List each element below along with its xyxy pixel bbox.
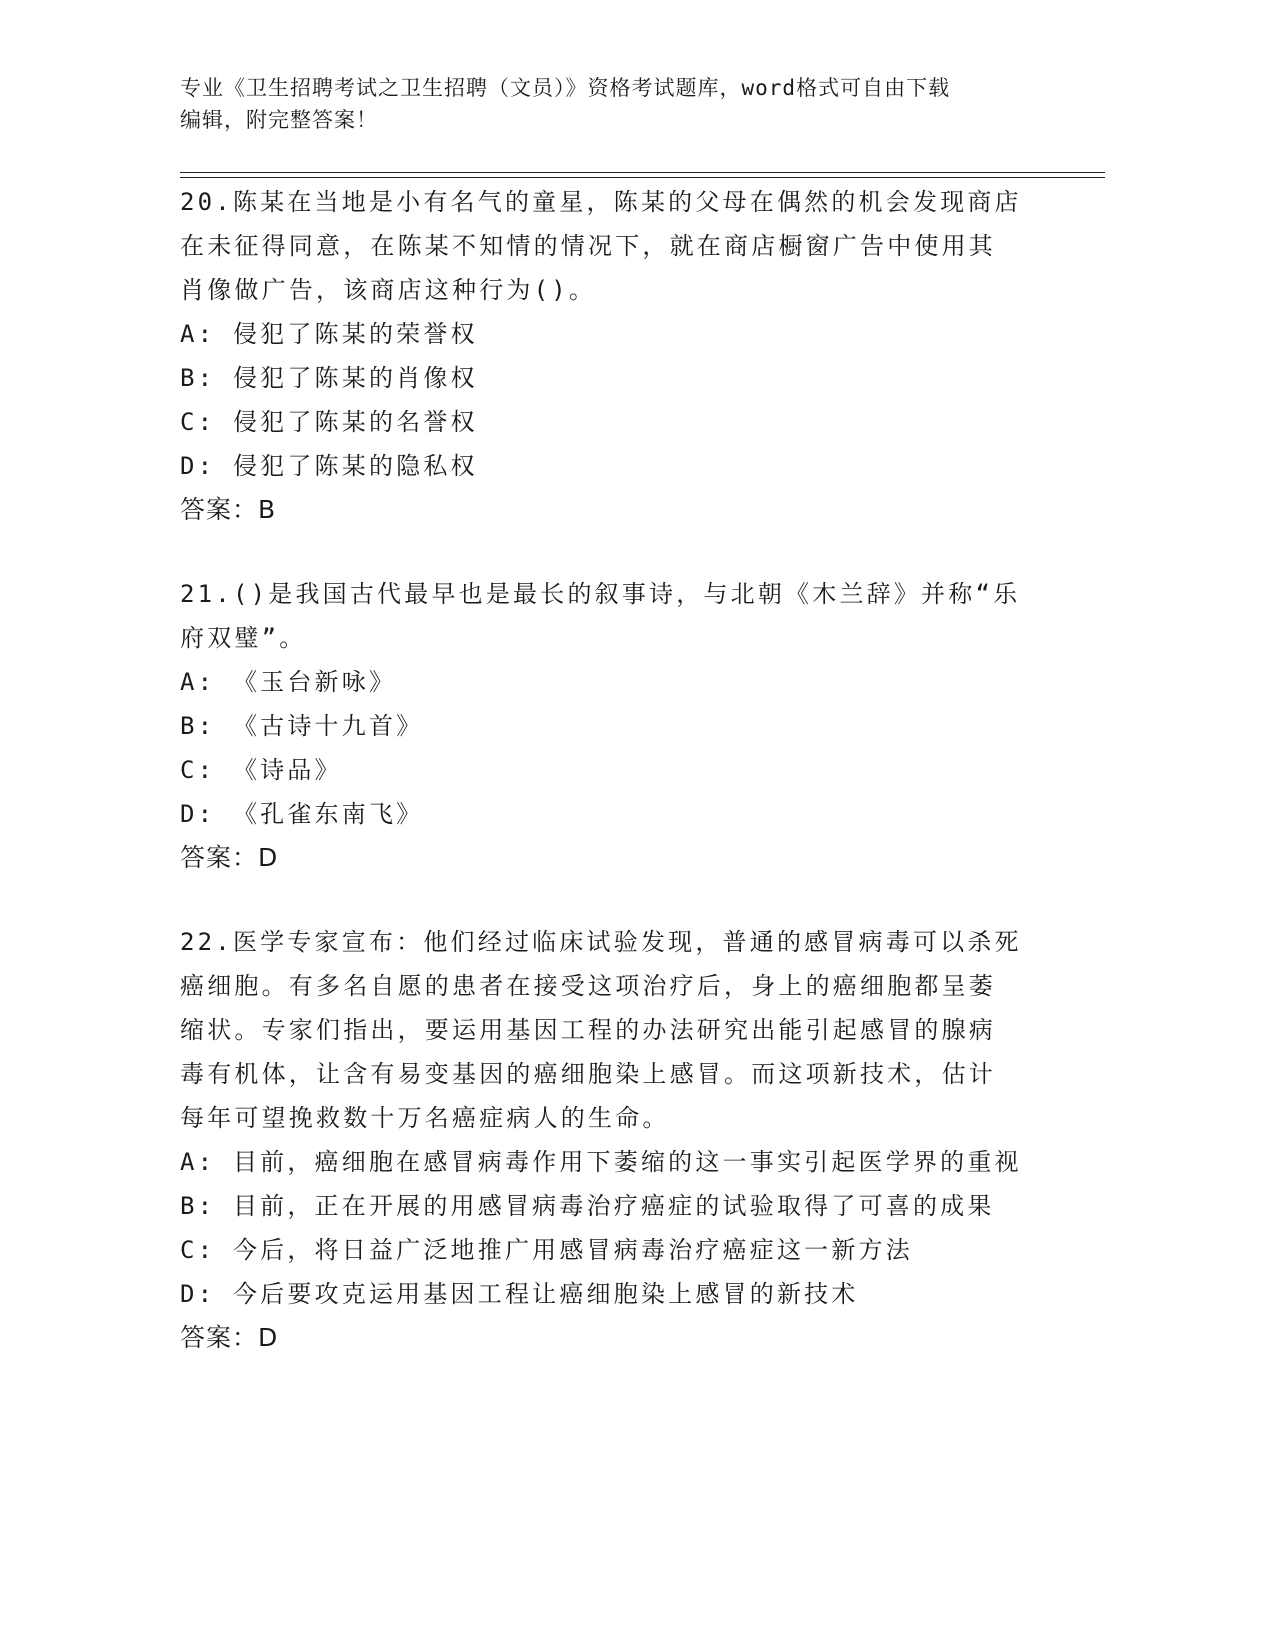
option-b: B: 侵犯了陈某的肖像权 (180, 364, 478, 392)
option-a: A: 目前，癌细胞在感冒病毒作用下萎缩的这一事实引起医学界的重视 (180, 1148, 1022, 1176)
option-a: A: 侵犯了陈某的荣誉权 (180, 320, 478, 348)
option-b: B: 目前，正在开展的用感冒病毒治疗癌症的试验取得了可喜的成果 (180, 1192, 995, 1220)
question-22 (180, 920, 1040, 1360)
answer: 答案：D (180, 843, 279, 872)
option-c: C: 《诗品》 (180, 756, 342, 784)
option-a: A: 《玉台新咏》 (180, 668, 397, 696)
question-text-line: 21.()是我国古代最早也是最长的叙事诗，与北朝《木兰辞》并称“乐 (180, 580, 1021, 608)
option-c: C: 侵犯了陈某的名誉权 (180, 408, 478, 436)
answer: 答案：B (180, 495, 277, 524)
question-text-line: 肖像做广告，该商店这种行为()。 (180, 276, 597, 304)
header-line-2: 编辑，附完整答案！ (180, 108, 378, 132)
question-text-line: 20.陈某在当地是小有名气的童星，陈某的父母在偶然的机会发现商店 (180, 188, 1022, 216)
question-text-line: 府双璧”。 (180, 624, 307, 652)
option-d: D: 今后要攻克运用基因工程让癌细胞染上感冒的新技术 (180, 1280, 859, 1308)
question-text-line: 毒有机体，让含有易变基因的癌细胞染上感冒。而这项新技术，估计 (180, 1060, 996, 1088)
answer: 答案：D (180, 1323, 279, 1352)
question-text-line: 癌细胞。有多名自愿的患者在接受这项治疗后，身上的癌细胞都呈萎 (180, 972, 996, 1000)
question-21 (180, 572, 1040, 880)
header-divider-top (180, 172, 1105, 173)
header-divider-bottom (180, 177, 1105, 178)
option-c: C: 今后，将日益广泛地推广用感冒病毒治疗癌症这一新方法 (180, 1236, 913, 1264)
question-text-line: 在未征得同意，在陈某不知情的情况下，就在商店橱窗广告中使用其 (180, 232, 996, 260)
question-text-line: 缩状。专家们指出，要运用基因工程的办法研究出能引起感冒的腺病 (180, 1016, 996, 1044)
question-text-line: 22.医学专家宣布：他们经过临床试验发现，普通的感冒病毒可以杀死 (180, 928, 1022, 956)
option-b: B: 《古诗十九首》 (180, 712, 424, 740)
document-header (180, 72, 1040, 136)
option-d: D: 《孔雀东南飞》 (180, 800, 424, 828)
option-d: D: 侵犯了陈某的隐私权 (180, 452, 478, 480)
question-text-line: 每年可望挽救数十万名癌症病人的生命。 (180, 1104, 670, 1132)
header-line-1: 专业《卫生招聘考试之卫生招聘（文员）》资格考试题库，word格式可自由下载 (180, 76, 951, 100)
question-20 (180, 180, 1040, 532)
